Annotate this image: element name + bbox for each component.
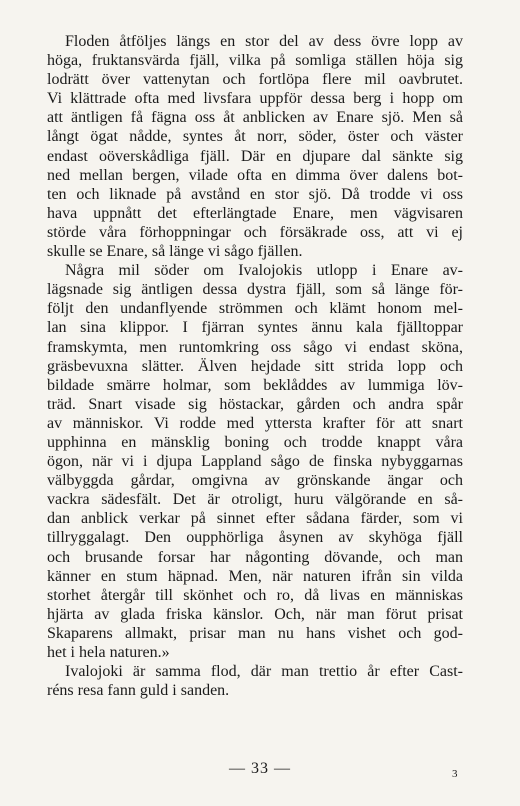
signature-mark: 3 — [452, 768, 458, 780]
paragraph — [47, 32, 463, 261]
text-line: välbyggda gårdar, omgivna av grönskande ängar och — [47, 472, 463, 490]
text-line: lan sina klippor. I fjärran syntes ännu kala fjälltoppar — [47, 319, 463, 337]
text-line: upphinna en mänsklig boning och trodde knappt våra — [47, 433, 463, 451]
text-line: hava uppnått det efterlängtade Enare, men vägvisaren — [47, 204, 463, 222]
text-line: skulle se Enare, så länge vi sågo fjällen. — [47, 243, 303, 261]
paragraph — [47, 261, 463, 662]
paragraph — [47, 662, 463, 700]
body-text — [47, 32, 463, 700]
text-line: Floden åtföljes längs en stor del av dess övre lopp av — [65, 33, 463, 50]
text-line: het i hela naturen.» — [47, 644, 170, 661]
text-line: att äntligen få fägna oss åt anblicken av Enare sjö. Men så — [47, 109, 463, 127]
text-line: lägsnade sig äntligen dessa dystra fjäll, som så länge för- — [47, 281, 463, 299]
text-line: träd. Snart visade sig höstackar, gården och andra spår — [47, 395, 463, 413]
text-line: Några mil söder om Ivalojokis utlopp i Enare av- — [65, 262, 463, 280]
text-line: endast oöverskådliga fjäll. Där en djupare dal sänkte sig — [47, 147, 463, 165]
text-line: lodrätt över vattenytan och fortlöpa flere mil oavbrutet. — [47, 71, 463, 89]
text-line: ned mellan bergen, vilade ofta en dimma över dalens bot- — [47, 166, 463, 184]
page-number: — 33 — — [229, 760, 291, 777]
text-line: dan anblick verkar på sinnet efter sådana färder, som vi — [47, 510, 463, 528]
text-line: tillryggalagt. Den oupphörliga åsynen av skyhöga fjäll — [47, 529, 463, 547]
text-line: Vi klättrade ofta med livsfara uppför dessa berg i hopp om — [47, 90, 463, 108]
text-line: storhet återgår till skönhet och ro, då livas en människas — [47, 586, 463, 604]
text-line: vackra sädesfält. Det är otroligt, huru välgörande en så- — [47, 491, 463, 509]
text-line: Ivalojoki är samma flod, där man trettio år efter Cast- — [65, 663, 463, 681]
text-line: av människor. Vi rodde med yttersta krafter för att snart — [47, 414, 463, 432]
text-line: störde våra förhoppningar och försäkrade oss, att vi ej — [47, 223, 463, 241]
text-line: Skaparens allmakt, prisar man nu hans vishet och god- — [47, 624, 463, 642]
text-line: framskymta, men runtomkring oss sågo vi endast sköna, — [47, 338, 463, 356]
text-line: bildade smärre holmar, som beklåddes av lummiga löv- — [47, 376, 463, 394]
text-line: känner en stum häpnad. Men, när naturen ifrån sin vilda — [47, 567, 463, 585]
text-line: ten och liknade på avstånd en stor sjö. Då trodde vi oss — [47, 185, 463, 203]
text-line: réns resa fann guld i sanden. — [47, 682, 230, 700]
text-line: långt ögat nådde, syntes åt norr, söder, öster och väster — [47, 128, 463, 146]
text-line: och brusande forsar har någonting dövande, och man — [47, 548, 463, 566]
text-line: gräsbevuxna slätter. Älven hejdade sitt strida lopp och — [47, 357, 463, 375]
text-line: följt den undanflyende strömmen och klämt honom mel- — [47, 300, 463, 318]
text-line: ögon, när vi i djupa Lappland sågo de finska nybyggarnas — [47, 453, 463, 471]
text-line: höga, fruktansvärda fjäll, vilka på somliga ställen höja sig — [47, 52, 463, 70]
text-line: hjärta av glada friska känslor. Och, när man förut prisat — [47, 605, 463, 623]
